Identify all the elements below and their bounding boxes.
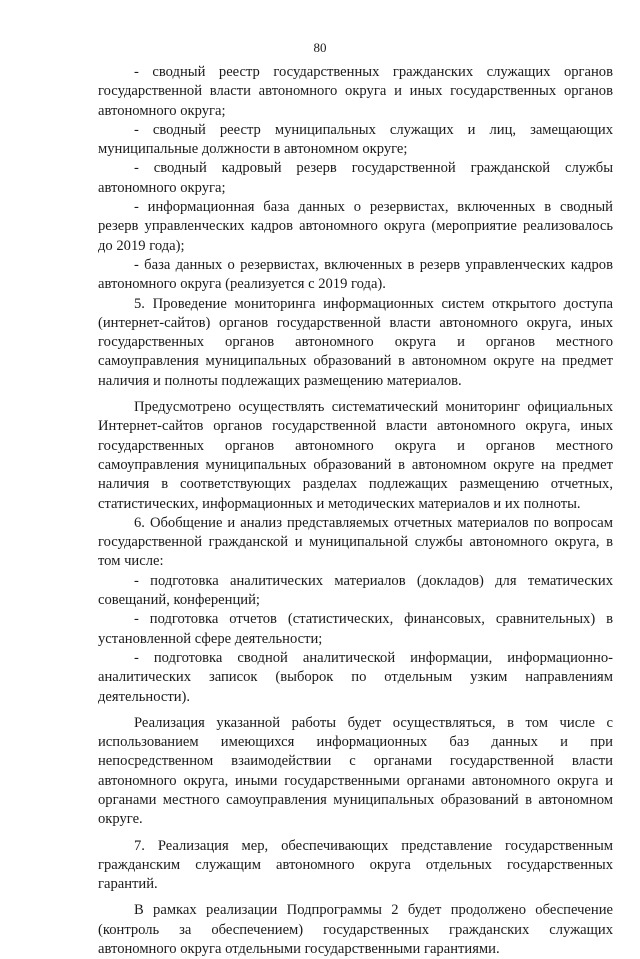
paragraph-item-5-monitoring: 5. Проведение мониторинга информационных систем открытого доступа (интернет-сайтов) органов государственной власти автономного округа, иных государственных органов автономного округа и органов местного самоуправления муниципальных образований в автономном округе на предмет наличия и полноты подлежащих размещению материалов. — [98, 295, 613, 389]
paragraph-summary-analytics: - подготовка сводной аналитической информации, информационно-аналитических записок (выборок по отдельным узким направлениям деятельности). — [98, 649, 613, 705]
paragraph-reservists-database-from-2019: - база данных о резервистах, включенных в резерв управленческих кадров автономного округа (реализуется с 2019 года). — [98, 256, 613, 293]
paragraph-reservists-database-until-2019: - информационная база данных о резервистах, включенных в сводный резерв управленческих кадров автономного округа (мероприятие реализовалось до 2019 года); — [98, 199, 613, 254]
paragraph-subprogram-2: В рамках реализации Подпрограммы 2 будет продолжено обеспечение (контроль за обеспечением) государственных гражданских служащих автономного округа отдельными государственными гарантиями. — [98, 902, 613, 958]
paragraph-registry-civil-servants: - сводный реестр государственных гражданских служащих органов государственной власти автономного округа и иных государственных органов автономного округа; — [98, 64, 613, 119]
paragraph-systematic-monitoring: Предусмотрено осуществлять систематический мониторинг официальных Интернет-сайтов органов государственной власти автономного округа, иных государственных органов автономного округа и органов местного самоуправления муниципальных образований в автономном округе на предмет наличия в соответствующих разделах подлежащих размещению отчетных, статистических, информационных и методических материалов и их полноты. — [98, 399, 613, 512]
paragraph-item-7-guarantees: 7. Реализация мер, обеспечивающих представление государственным гражданским служащим автономного округа отдельных государственных гарантий. — [98, 837, 613, 893]
paragraph-item-6-analysis: 6. Обобщение и анализ представляемых отчетных материалов по вопросам государственной гражданской и муниципальной службы автономного округа, в том числе: — [98, 514, 613, 570]
paragraph-reports-preparation: - подготовка отчетов (статистических, финансовых, сравнительных) в установленной сфере деятельности; — [98, 611, 613, 647]
paragraph-work-implementation: Реализация указанной работы будет осуществляться, в том числе с использованием имеющихся информационных баз данных и при непосредственном взаимодействии с органами государственной власти автономного округа, иными государственными органами автономного округа и органами местного самоуправления муниципальных образований в автономном округе. — [98, 714, 613, 828]
paragraph-analytical-materials: - подготовка аналитических материалов (докладов) для тематических совещаний, конференций; — [98, 572, 613, 609]
paragraph-registry-municipal: - сводный реестр муниципальных служащих и лиц, замещающих муниципальные должности в автономном округе; — [98, 121, 613, 158]
page-number: 80 — [313, 40, 327, 55]
paragraph-personnel-reserve: - сводный кадровый резерв государственной гражданской службы автономного округа; — [98, 160, 613, 196]
document-body — [98, 63, 613, 959]
